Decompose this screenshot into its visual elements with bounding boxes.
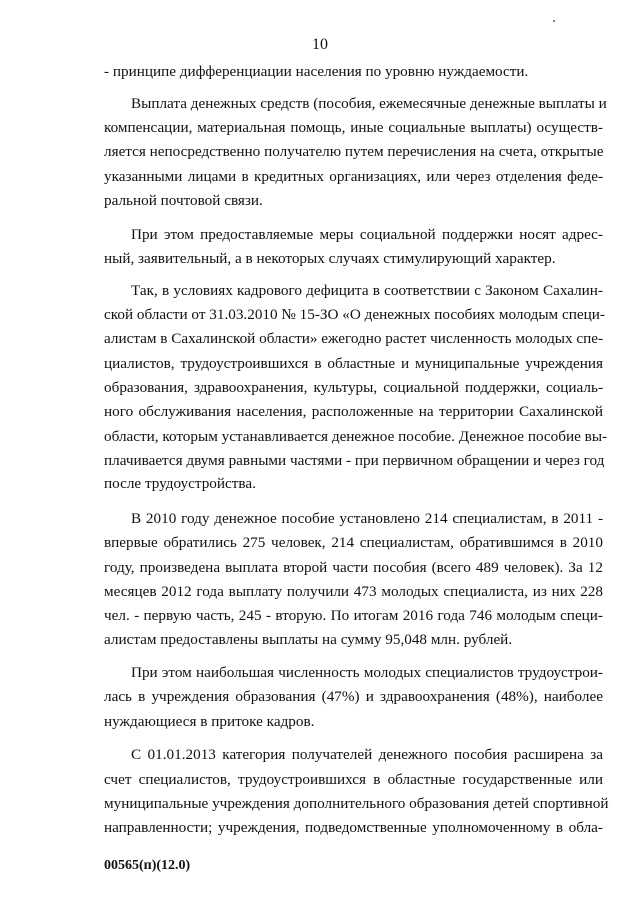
text-line: ской области от 31.03.2010 № 15-ЗО «О денежных пособиях молодым специ- (104, 306, 605, 323)
text-line: С 01.01.2013 категория получателей денежного пособия расширена за (131, 746, 603, 763)
text-line: При этом предоставляемые меры социальной поддержки носят адрес- (131, 226, 603, 243)
text-line: лась в учреждения образования (47%) и здравоохранения (48%), наиболее (104, 688, 603, 705)
text-line: области, которым устанавливается денежное пособие. Денежное пособие вы- (104, 428, 608, 445)
text-line: чел. - первую часть, 245 - вторую. По итогам 2016 года 746 молодым специ- (104, 607, 603, 624)
text-line: нуждающиеся в притоке кадров. (104, 713, 315, 730)
text-line: месяцев 2012 года выплату получили 473 молодых специалиста, из них 228 (104, 583, 603, 600)
text-line: - принципе дифференциации населения по уровню нуждаемости. (104, 63, 529, 80)
text-line: муниципальные учреждения дополнительного образования детей спортивной (104, 795, 609, 812)
scan-speck (553, 20, 555, 22)
text-line: направленности; учреждения, подведомственные уполномоченному в обла- (104, 819, 603, 836)
page-number: 10 (312, 36, 328, 53)
text-line: плачивается двумя равными частями - при первичном обращении и через год (104, 452, 605, 469)
text-line: алистам в Сахалинской области» ежегодно растет численность молодых спе- (104, 330, 604, 347)
text-line: ного обслуживания населения, расположенные на территории Сахалинской (104, 403, 603, 420)
text-line: указанными лицами в кредитных организациях, или через отделения феде- (104, 168, 603, 185)
text-line: циалистов, трудоустроившихся в областные и муниципальные учреждения (104, 355, 603, 372)
text-line: счет специалистов, трудоустроившихся в областные государственные или (104, 771, 603, 788)
text-line: ный, заявительный, а в некоторых случаях стимулирующий характер. (104, 250, 556, 267)
text-line: году, произведена выплата второй части пособия (всего 489 человек). За 12 (104, 559, 603, 576)
text-line: алистам предоставлены выплаты на сумму 95,048 млн. рублей. (104, 631, 513, 648)
text-line: впервые обратились 275 человек, 214 специалистам, обратившимся в 2010 (104, 534, 603, 551)
text-line: ляется непосредственно получателю путем перечисления на счета, открытые (104, 143, 604, 160)
document-code: 00565(п)(12.0) (104, 858, 191, 873)
text-line: после трудоустройства. (104, 475, 256, 492)
text-line: Так, в условиях кадрового дефицита в соответствии с Законом Сахалин- (131, 282, 603, 299)
text-line: компенсации, материальная помощь, иные социальные выплаты) осуществ- (104, 119, 603, 136)
text-line: При этом наибольшая численность молодых специалистов трудоустрои- (131, 664, 603, 681)
text-line: В 2010 году денежное пособие установлено 214 специалистам, в 2011 - (131, 510, 603, 527)
text-line: ральной почтовой связи. (104, 192, 263, 209)
text-line: Выплата денежных средств (пособия, ежемесячные денежные выплаты и (131, 95, 607, 112)
text-line: образования, здравоохранения, культуры, социальной поддержки, социаль- (104, 379, 603, 396)
